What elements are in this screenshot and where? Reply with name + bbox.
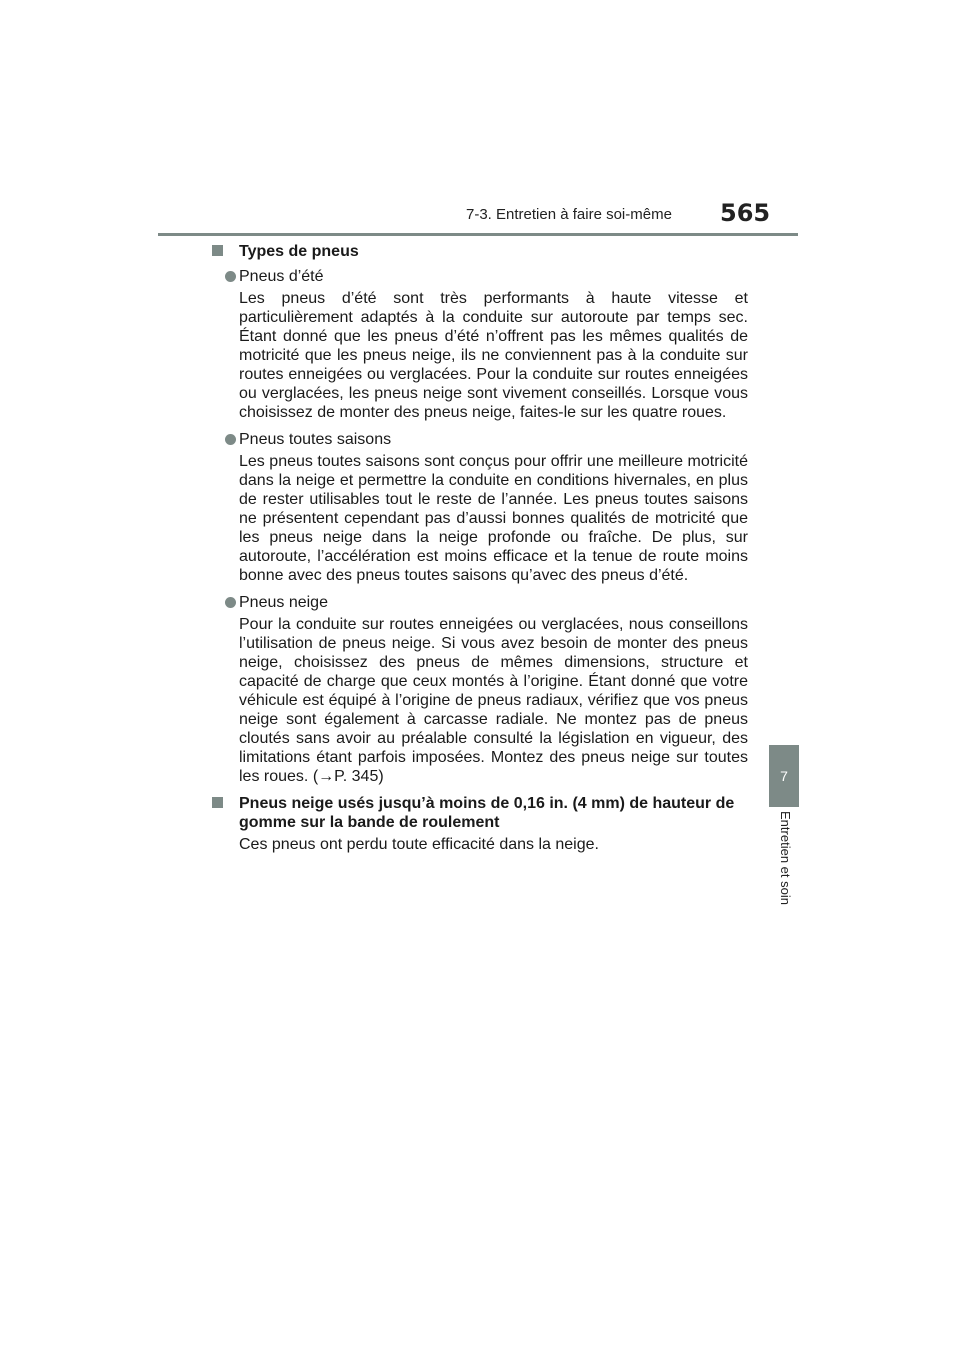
list-item-title: Pneus neige [212, 593, 748, 612]
page-number: 565 [720, 199, 771, 227]
section-heading-text: Pneus neige usés jusqu’à moins de 0,16 in. (4 mm) de hauteur de gomme sur la bande de roulement [239, 795, 735, 831]
list-item-text: Les pneus d’été sont très performants à haute vitesse et particulièrement adaptés à la conduite sur autoroute par temps sec. Étant donné que les pneus d’été n’offrent pas les mêmes qualités de motricité que les pneus neige, ils ne conviennent pas à la conduite sur routes enneigées ou verglacées. Pour la conduite sur routes enneigées ou verglacées, les pneus neige sont vivement conseillés. Lorsque vous choisissez de monter des pneus neige, faites-le sur les quatre roues. [239, 290, 748, 421]
round-bullet-icon [225, 434, 236, 445]
list-item-title: Pneus toutes saisons [212, 430, 748, 449]
list-item-text: Pour la conduite sur routes enneigées ou verglacées, nous conseillons l’utilisation de pneus neige. Si vous avez besoin de monter des pneus neige, choisissez des pneus de mêmes dimensions, structure et capacité de charge que ceux montés à l’origine. Étant donné que votre véhicule est équipé à l’origine de pneus radiaux, vérifiez que vos pneus neige sont également à carcasse radiale. Ne montez pas de pneus cloutés sans avoir au préalable consulté la législation en vigueur, des limitations étant parfois imposées. Montez des pneus neige sur toutes les roues. (→P. 345) [239, 616, 748, 785]
chapter-number: 7 [780, 768, 788, 784]
header-divider [158, 233, 798, 236]
page-content [212, 242, 748, 854]
chapter-label: Entretien et soin [778, 811, 793, 905]
section-heading-text: Types de pneus [239, 243, 359, 260]
square-bullet-icon [212, 797, 223, 808]
section-text: Ces pneus ont perdu toute efficacité dans la neige. [239, 836, 599, 853]
list-item-title: Pneus d’été [212, 267, 748, 286]
section-title: 7-3. Entretien à faire soi-même [466, 206, 672, 223]
section-heading [212, 794, 748, 832]
chapter-tab [769, 745, 799, 807]
section-heading [212, 242, 748, 261]
list-item-text: Les pneus toutes saisons sont conçus pour offrir une meilleure motricité dans la neige et permettre la conduite en conditions hivernales, en plus de rester utilisables tout le reste de l’année. Les pneus toutes saisons ne présentent cependant pas d’aussi bonnes qualités de motricité que les pneus neige dans la neige profonde ou fraîche. De plus, sur autoroute, l’accélération est moins efficace et la tenue de route moins bonne avec des pneus toutes saisons qu’avec des pneus d’été. [239, 453, 748, 584]
round-bullet-icon [225, 597, 236, 608]
square-bullet-icon [212, 245, 223, 256]
round-bullet-icon [225, 271, 236, 282]
